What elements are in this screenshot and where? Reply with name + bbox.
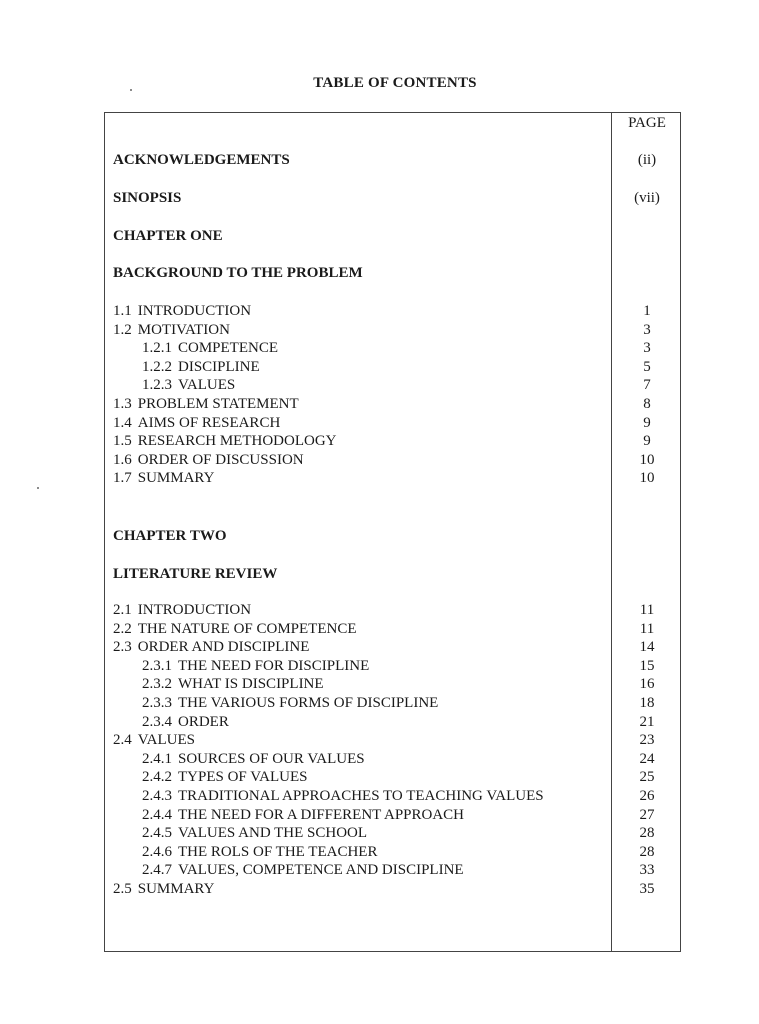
toc-heading-sinopsis-page: (vii) (634, 190, 660, 206)
toc-entry-label (142, 694, 438, 713)
toc-entry-label (142, 339, 278, 358)
toc-entry-page: 23 (639, 732, 655, 748)
toc-entry-number: 1.6 (113, 452, 132, 468)
toc-entry-page: 18 (639, 695, 655, 711)
toc-entry-label (113, 432, 337, 451)
toc-entry-number: 2.4 (113, 732, 132, 748)
toc-entry-number: 2.4.4 (142, 807, 172, 823)
chapter-one-label-label: CHAPTER ONE (113, 228, 223, 244)
toc-entry-title: VALUES (137, 732, 195, 748)
toc-heading-sinopsis (105, 189, 682, 208)
toc-entry-number: 1.2.3 (142, 377, 172, 393)
toc-entry-title: THE NEED FOR DISCIPLINE (178, 658, 370, 674)
toc-entry-title: TRADITIONAL APPROACHES TO TEACHING VALUES (178, 788, 544, 804)
toc-entry-page: 7 (643, 377, 651, 393)
toc-entry-page: 5 (643, 359, 651, 375)
chapter-two-label-label: CHAPTER TWO (113, 528, 227, 544)
toc-entry-number: 1.2 (113, 322, 132, 338)
toc-entry-page: 27 (639, 807, 655, 823)
toc-entry-number: 2.3 (113, 639, 132, 655)
toc-entry-label (142, 843, 377, 862)
toc-entry-page: 26 (639, 788, 655, 804)
toc-entry-label (142, 713, 229, 732)
toc-entry-page: 35 (639, 881, 655, 897)
toc-entry-page: 9 (643, 415, 651, 431)
toc-entry-title: ORDER (178, 714, 229, 730)
toc-entry-number: 1.1 (113, 303, 132, 319)
toc-entry-page: 16 (639, 676, 655, 692)
toc-entry-label (113, 620, 357, 639)
toc-entry-number: 2.4.1 (142, 751, 172, 767)
toc-entry-title: THE NEED FOR A DIFFERENT APPROACH (178, 807, 465, 823)
toc-entry-title: DISCIPLINE (178, 359, 260, 375)
toc-entry (105, 824, 682, 843)
toc-entry-title: MOTIVATION (137, 322, 230, 338)
chapter-two-title (105, 565, 682, 584)
toc-entry-page: 14 (639, 639, 655, 655)
toc-entry (105, 657, 682, 676)
toc-entry-title: THE ROLS OF THE TEACHER (178, 844, 378, 860)
toc-entry-number: 2.4.7 (142, 862, 172, 878)
toc-entry-title: SUMMARY (137, 881, 215, 897)
toc-table (104, 112, 681, 952)
toc-entry-number: 2.5 (113, 881, 132, 897)
toc-entry-label (142, 824, 367, 843)
toc-entry-label (142, 787, 544, 806)
toc-entry-label (113, 601, 251, 620)
toc-entry-page: 11 (639, 621, 655, 637)
page-column-header: PAGE (628, 115, 666, 131)
toc-entry-number: 2.2 (113, 621, 132, 637)
toc-entry-page: 24 (639, 751, 655, 767)
toc-entry-label (142, 675, 324, 694)
toc-heading-acknowledgements (105, 151, 682, 170)
toc-entry-label (142, 861, 464, 880)
toc-entry-number: 1.2.2 (142, 359, 172, 375)
toc-heading-acknowledgements-page: (ii) (637, 152, 657, 168)
toc-entry-title: VALUES, COMPETENCE AND DISCIPLINE (178, 862, 464, 878)
toc-entry-title: PROBLEM STATEMENT (137, 396, 299, 412)
toc-entry (105, 750, 682, 769)
toc-entry-title: SUMMARY (137, 470, 215, 486)
toc-entry-page: 10 (639, 470, 655, 486)
toc-entry-number: 2.4.5 (142, 825, 172, 841)
toc-entry-number: 1.3 (113, 396, 132, 412)
toc-entry-label (142, 750, 365, 769)
toc-entry-page: 28 (639, 825, 655, 841)
toc-entry (105, 376, 682, 395)
chapter-one-label (105, 227, 682, 246)
toc-heading-acknowledgements-label: ACKNOWLEDGEMENTS (113, 152, 290, 168)
toc-entry-number: 1.7 (113, 470, 132, 486)
toc-entry-number: 1.2.1 (142, 340, 172, 356)
toc-entry (105, 620, 682, 639)
toc-entry-page: 21 (639, 714, 655, 730)
toc-entry-label (113, 731, 195, 750)
toc-entry-number: 1.4 (113, 415, 132, 431)
toc-entry (105, 880, 682, 899)
toc-entry-number: 2.4.3 (142, 788, 172, 804)
toc-entry (105, 787, 682, 806)
toc-entry-number: 2.1 (113, 602, 132, 618)
toc-entry-label (113, 451, 304, 470)
toc-entry-page: 28 (639, 844, 655, 860)
toc-entry (105, 731, 682, 750)
toc-entry (105, 339, 682, 358)
toc-entry-page: 11 (639, 602, 655, 618)
toc-entry-page: 25 (639, 769, 655, 785)
toc-entry-number: 2.4.2 (142, 769, 172, 785)
toc-entry-page: 33 (639, 862, 655, 878)
toc-entry (105, 768, 682, 787)
toc-entry (105, 713, 682, 732)
chapter-one-title (105, 264, 682, 283)
toc-entry (105, 675, 682, 694)
chapter-two-label (105, 527, 682, 546)
toc-entry-page: 3 (643, 340, 651, 356)
toc-entry (105, 601, 682, 620)
toc-entry (105, 321, 682, 340)
chapter-two-title-label: LITERATURE REVIEW (113, 566, 278, 582)
toc-entry-title: RESEARCH METHODOLOGY (137, 433, 337, 449)
toc-entry-title: COMPETENCE (178, 340, 279, 356)
toc-heading-sinopsis-label: SINOPSIS (113, 190, 182, 206)
toc-entry-title: TYPES OF VALUES (178, 769, 308, 785)
toc-entry-title: THE VARIOUS FORMS OF DISCIPLINE (178, 695, 439, 711)
toc-entry (105, 843, 682, 862)
toc-entry-title: VALUES AND THE SCHOOL (178, 825, 368, 841)
chapter-one-title-label: BACKGROUND TO THE PROBLEM (113, 265, 363, 281)
toc-entry-page: 9 (643, 433, 651, 449)
toc-entry (105, 358, 682, 377)
toc-entry (105, 638, 682, 657)
toc-entry-title: INTRODUCTION (137, 303, 252, 319)
toc-entry (105, 414, 682, 433)
toc-entry-page: 8 (643, 396, 651, 412)
toc-entry-page: 1 (643, 303, 651, 319)
toc-entry-title: SOURCES OF OUR VALUES (178, 751, 365, 767)
toc-entry-label (142, 376, 235, 395)
toc-entry-title: INTRODUCTION (137, 602, 252, 618)
toc-entry-title: ORDER OF DISCUSSION (137, 452, 304, 468)
toc-entry-label (142, 358, 260, 377)
toc-entry-title: THE NATURE OF COMPETENCE (137, 621, 357, 637)
toc-entry-label (113, 302, 251, 321)
toc-entry (105, 302, 682, 321)
toc-entry-number: 1.5 (113, 433, 132, 449)
toc-entry (105, 451, 682, 470)
toc-entry-label (113, 880, 214, 899)
toc-entry-label (113, 321, 230, 340)
toc-entry-number: 2.3.2 (142, 676, 172, 692)
toc-entry-number: 2.3.3 (142, 695, 172, 711)
toc-entry-title: WHAT IS DISCIPLINE (178, 676, 324, 692)
toc-entry-label (113, 469, 214, 488)
toc-entry-title: AIMS OF RESEARCH (137, 415, 281, 431)
page-title: TABLE OF CONTENTS (313, 75, 477, 91)
toc-entry (105, 861, 682, 880)
toc-entry (105, 806, 682, 825)
toc-entry-label (142, 657, 369, 676)
toc-entry-number: 2.3.4 (142, 714, 172, 730)
toc-entry (105, 469, 682, 488)
toc-entry (105, 432, 682, 451)
toc-entry-label (142, 768, 307, 787)
toc-entry-label (142, 806, 464, 825)
scan-speck (37, 487, 39, 489)
toc-entry-label (113, 638, 309, 657)
toc-entry-page: 15 (639, 658, 655, 674)
toc-entry-label (113, 395, 299, 414)
toc-entry-page: 10 (639, 452, 655, 468)
toc-entry-number: 2.3.1 (142, 658, 172, 674)
toc-entry-label (113, 414, 280, 433)
toc-entry (105, 395, 682, 414)
toc-entry-page: 3 (643, 322, 651, 338)
toc-entry-title: ORDER AND DISCIPLINE (137, 639, 310, 655)
toc-entry (105, 694, 682, 713)
toc-entry-number: 2.4.6 (142, 844, 172, 860)
toc-entry-title: VALUES (178, 377, 236, 393)
scan-speck (130, 89, 132, 91)
